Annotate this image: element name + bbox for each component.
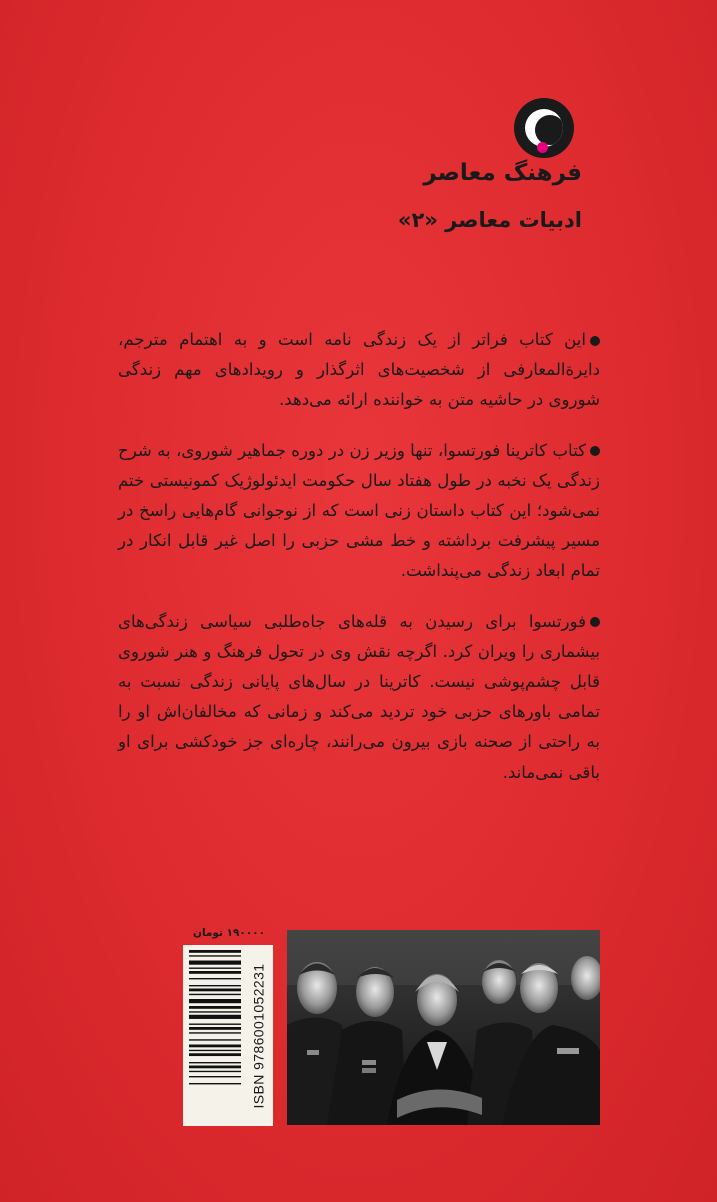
blurb-paragraph [118,607,600,788]
blurb-1: این کتاب فراتر از یک زندگی نامه است و به اهتمام مترجم، دایرةالمعارفی از شخصیت‌های اثرگذار و رویدادهای مهم زندگی شوروی در حاشیه متن به خواننده ارائه می‌دهد. [118,330,600,410]
blurb-paragraph [118,436,600,587]
series-label: ادبیات معاصر «۲» [397,208,582,232]
price-label: ۱۹۰۰۰۰ تومان [193,927,266,939]
historical-group-photo [287,930,600,1125]
blurb-text [118,325,600,808]
blurb-2: کتاب کاترینا فورتسوا، تنها وزیر زن در دوره جماهیر شوروی، به شرح زندگی یک نخبه در طول هفتاد سال حکومت ایدئولوژیک کمونیستی ختم نمی‌شود؛ این کتاب داستان زنی است که از نوجوانی گام‌هایی راسخ در مسیر پیشرفت برداشته و خط مشی حزبی را اصل غیر قابل انکار در تمام ابعاد زندگی می‌پنداشت. [118,440,600,581]
logo-dot-icon [537,142,548,153]
barcode-icon [189,950,241,1120]
photo-illustration [287,930,600,1125]
isbn-number: ISBN 9786001052231 [250,963,266,1108]
bullet-icon [590,336,600,346]
blurb-3: فورتسوا برای رسیدن به قله‌های جاه‌طلبی سیاسی زندگی‌های بیشماری را ویران کرد. اگرچه نقش وی در تحول فرهنگ و هنر شوروی قابل چشم‌پوشی نیست. کاترینا در سال‌های پایانی زندگی نسبت به تمامی باورهای حزبی خود تردید می‌کند و زمانی که مخالفان‌اش او را به راحتی از صحنه بازی بیرون می‌رانند، چاره‌ای جز خودکشی برای او باقی نمی‌ماند. [118,611,600,782]
publisher-name: فرهنگ معاصر [423,160,582,186]
bullet-icon [590,617,600,627]
bullet-icon [590,446,600,456]
blurb-paragraph [118,325,600,416]
barcode-sticker [183,945,273,1126]
isbn-container [245,948,271,1123]
